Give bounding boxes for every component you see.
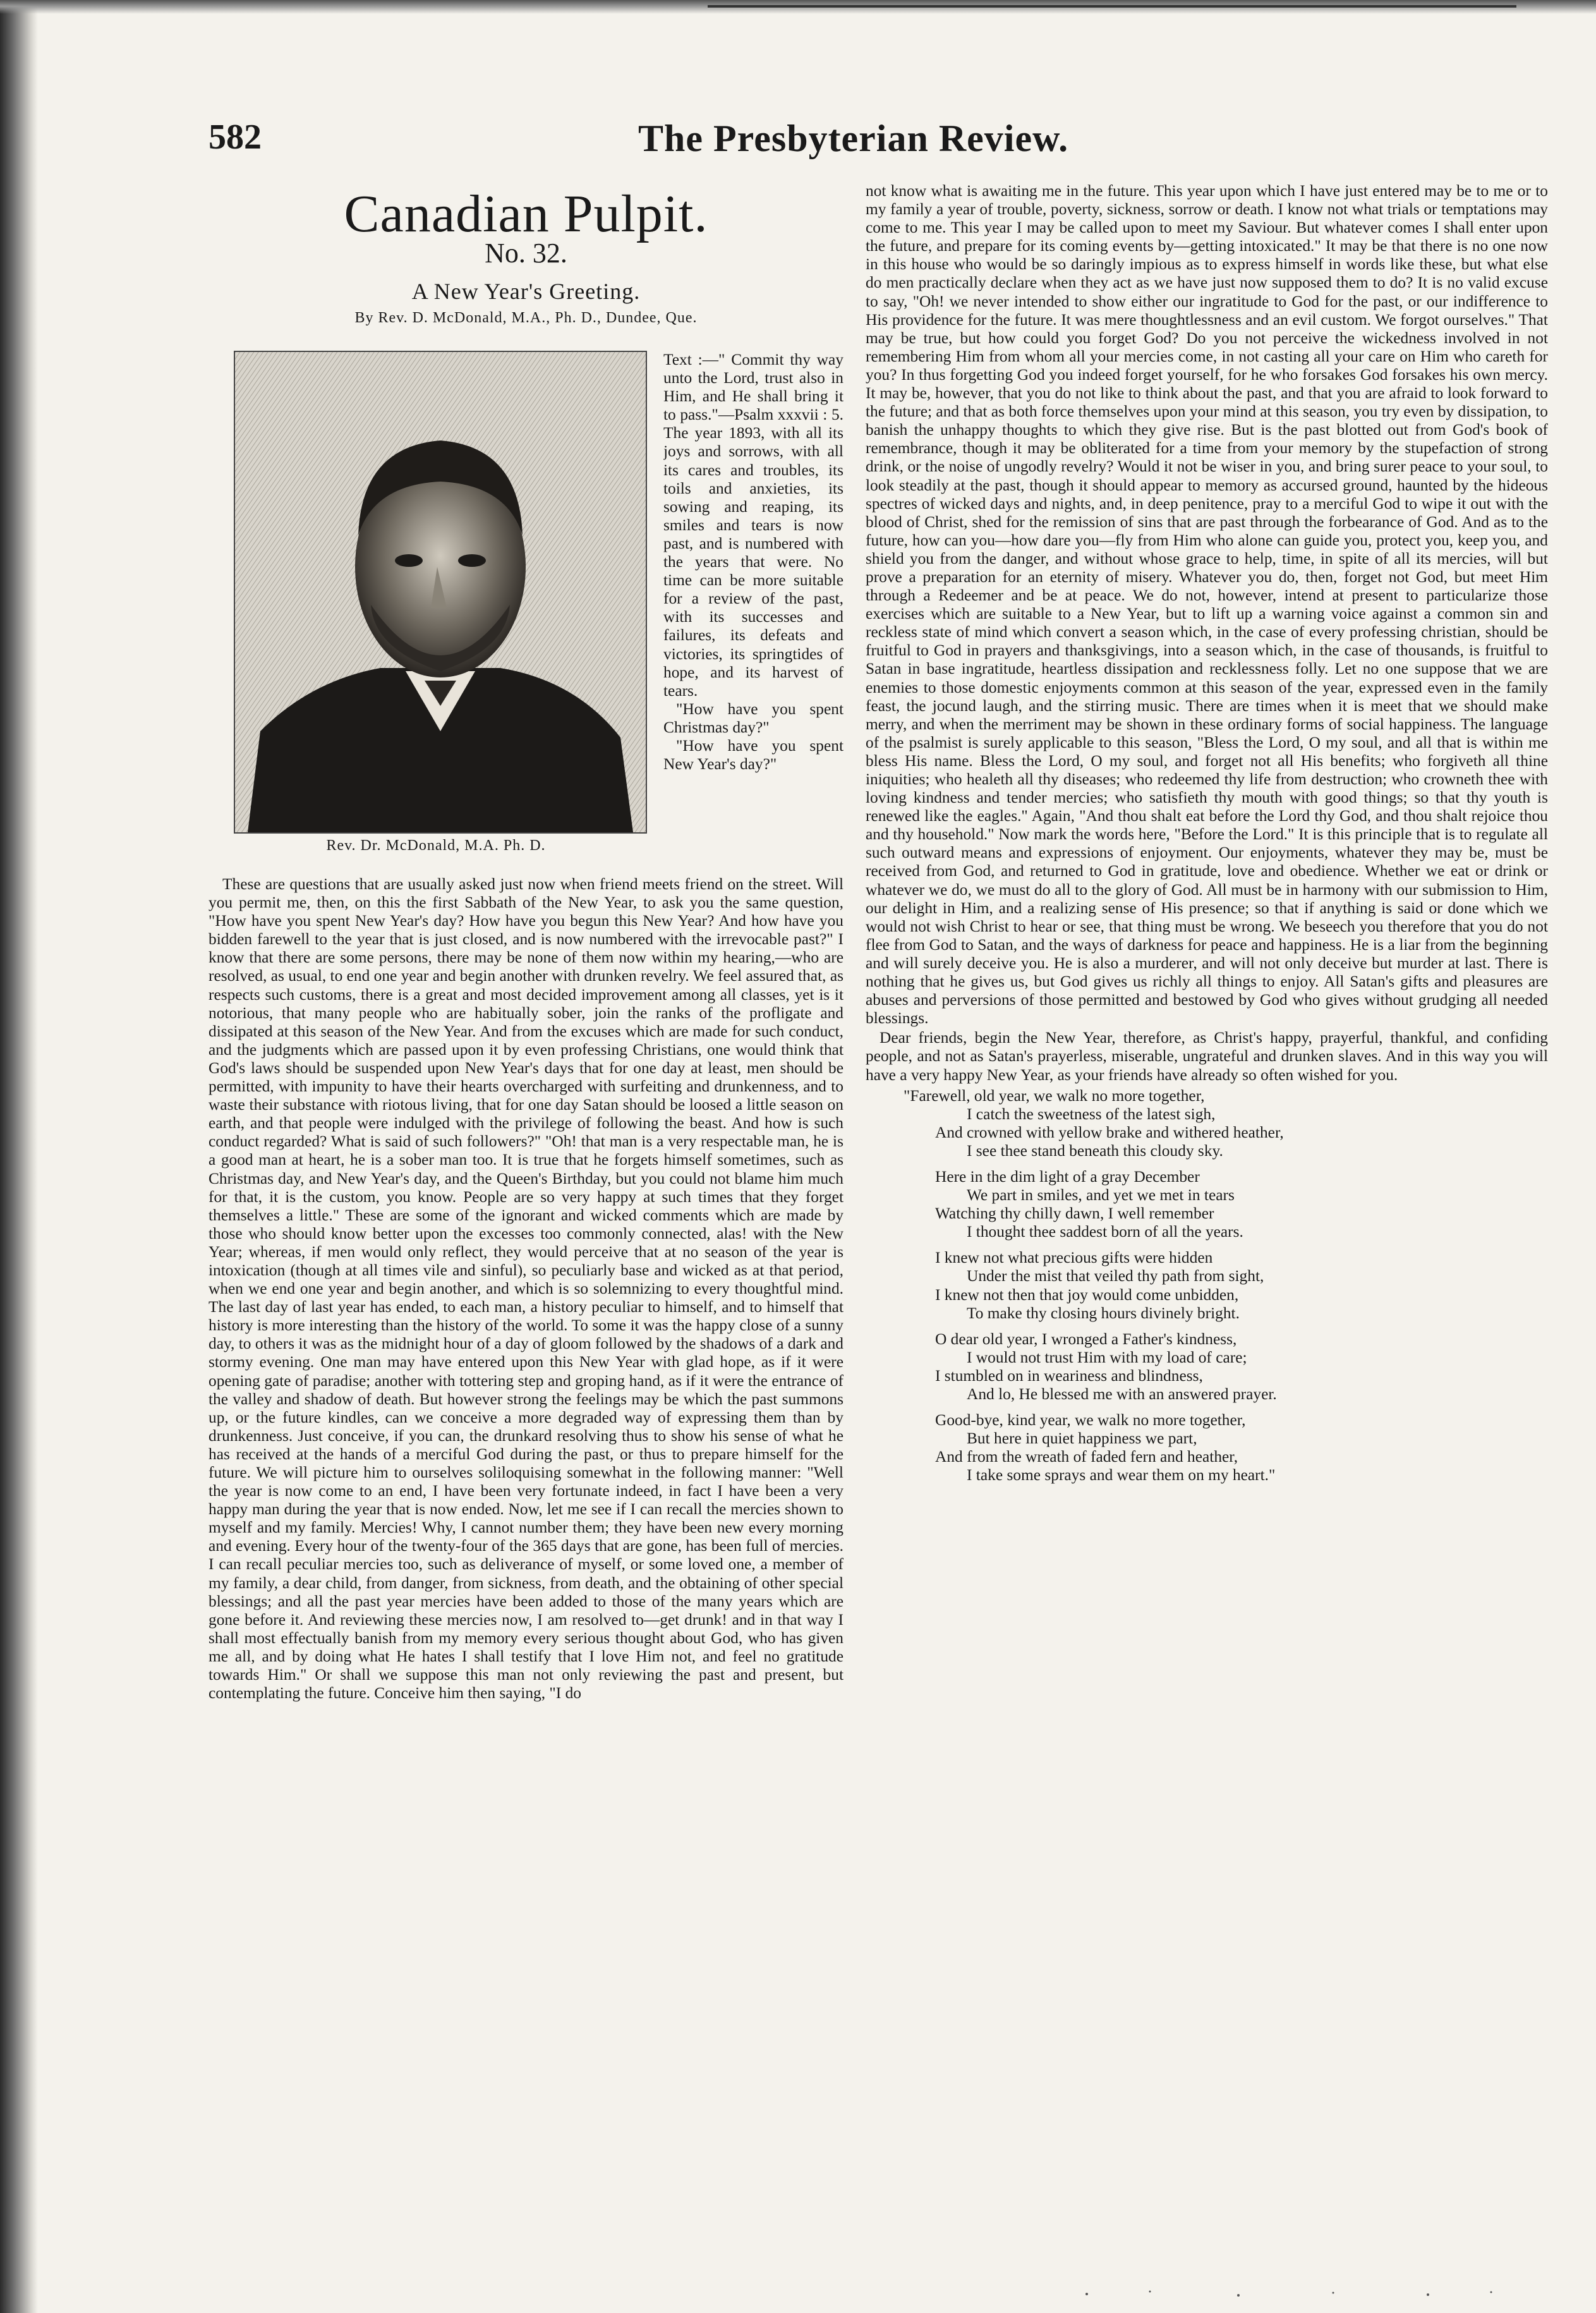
poem-line: I stumbled on in weariness and blindness, <box>935 1366 1203 1385</box>
poem-line: To make thy closing hours divinely bright. <box>967 1304 1240 1322</box>
poem-stanza <box>866 1330 1548 1404</box>
poem-line: I knew not what precious gifts were hidden <box>935 1249 1213 1267</box>
portrait-image <box>234 351 647 834</box>
question-christmas: "How have you spent Christmas day?" <box>663 700 843 736</box>
sermon-opening-column <box>663 351 843 872</box>
poem-line: And crowned with yellow brake and withered heather, <box>935 1123 1284 1141</box>
journal-title: The Presbyterian Review. <box>638 118 1069 159</box>
poem-line: And lo, He blessed me with an answered prayer. <box>967 1385 1277 1403</box>
article-subtitle: A New Year's Greeting. <box>411 279 641 304</box>
article-number: No. 32. <box>485 238 567 269</box>
poem-line: I see thee stand beneath this cloudy sky. <box>967 1141 1223 1160</box>
portrait-engraving <box>235 352 646 832</box>
poem-stanza <box>866 1249 1548 1322</box>
poem-line: Here in the dim light of a gray December <box>935 1167 1200 1186</box>
body-paragraph: not know what is awaiting me in the future. This year upon which I have just entered may be to me or to my family a year of trouble, poverty, sickness, sorrow or death. I know not what trials or temptations may come to me. This year I may be called upon to meet my Saviour. But whatever comes I shall enter upon the future, and prepare for its coming events by—getting intoxicated." It may be that there is no one now in this house who would be so daringly impious as to express himself in words like these, but what else do men practically declare when they act as we have just now supposed them to do? It is no valid excuse to say, "Oh! we never intended to show either our ingratitude to God for the past, or our indifference to His providence for the future. It was mere thoughtlessness and an evil custom. We forgot ourselves." That may be true, but how could you forget God? Do you not perceive the wickedness involved in not remembering Him from whom all your mercies come, in not casting all your care on Him who careth for you? In thus forgetting God you indeed forget yourself, for he who forsakes God forsakes his own mercy. It may be, however, that you do not like to think about the past, and that you are afraid to look forward to the future; and that as both force themselves upon your mind at this season, you try even by dissipation, to banish the unhappy thoughts to which they give rise. But is the past blotted out from God's book of remembrance, though it may be obliterated for a time from your memory by the stupefaction of strong drink, or the noise of ungodly revelry? Would it not be wiser in you, and bring surer peace to your soul, to look steadily at the past, though it should appear to memory as accursed ground, haunted by the hideous spectres of wicked days and nights, and, in deep penitence, pray to a merciful God to wipe it out with the blood of Christ, shed for the remission of sins that are past through the forbearance of God. And as to the future, how can you—how dare you—fly from Him who alone can guide you, protect you, keep you, and shield you from the danger, and without whose grace to help, time, in spite of all its mercies, will but prove a preparation for an eternity of misery. Whatever you do, then, forget not God, but meet Him through a Redeemer and be at peace. We do not, however, intend at present to particularize those exercises which are suitable to a New Year, but to lift up a warning voice against a common sin and reckless state of mind which convert a season which, in the case of every professing christian, should be fruitful to God in prayers and thanksgivings, into a season which, in the case of thousands, is fruitful to Satan in base ingratitude, heartless dissipation and recklessness folly. Let no one suppose that we are enemies to those domestic enjoyments common at this season of the year, expressed even in the family feast, the jocund laugh, and the stirring music. There are times when it is meet that we should make merry, and when the merriment may be shown in these ordinary forms of social happiness. The language of the psalmist is surely applicable to this season, "Bless the Lord, O my soul, and all that is within me bless His name. Bless the Lord, O my soul, and forget not all His benefits; who forgiveth all thine iniquities; who healeth all thy diseases; who redeemed thy life from destruction; who crowneth thee with loving kindness and tender mercies; who satisfieth thy mouth with good things; so that thy youth is renewed like the eagles." Again, "And thou shalt eat before the Lord thy God, and thou shalt rejoice thou and thy household." Now mark the words here, "Before the Lord." It is this principle that is to regulate all such outward means and expressions of enjoyment. Our enjoyments, whatever they may be, must be received from God, and returned to God in gratitude, love and obedience. Whether we eat or drink or whatever we do, we must do all to the glory of God. All must be in harmony with our submission to Him, our delight in Him, and a realizing sense of His presence; so that if anything is said or done which we would not wish Christ to hear or see, that thing must be wrong. We beseech you therefore that you do not flee from God to Satan, and the ways of darkness for peace and happiness. He is a liar from the beginning and will surely deceive you. He is also a murderer, and will not only deceive but murder at last. There is nothing that he gives us, but God gives us richly all things to enjoy. All Satan's gifts and pleasures are abuses and perversions of those permitted and bestowed by God who gives without grudging all needed blessings. <box>866 182 1548 1028</box>
poem-line: But here in quiet happiness we part, <box>967 1430 1197 1448</box>
question-new-year: "How have you spent New Year's day?" <box>663 736 843 774</box>
body-paragraph: Dear friends, begin the New Year, therefore, as Christ's happy, prayerful, thankful, and confiding people, and not as Satan's prayerless, miserable, ungrateful and drunken slaves. And in this way you will have a very happy New Year, as your friends have already so often wished for you. <box>866 1029 1548 1084</box>
poem-stanza <box>866 1168 1548 1241</box>
scan-speckle-marks <box>1074 2288 1516 2300</box>
scan-binding-edge <box>0 0 38 2313</box>
sermon-text-paragraph: Text :—" Commit thy way unto the Lord, trust also in Him, and He shall bring it to pass."—Psalm xxxvii : 5. The year 1893, with all its joys and sorrows, with all its cares and troubles, its toils and anxieties, its sowing and reaping, its smiles and tears is now past, and is numbered with the years that were. No time can be more suitable for a review of the past, with its successes and failures, its defeats and victories, its springtides of hope, and its harvest of tears. <box>663 351 843 700</box>
poem-stanza <box>866 1087 1548 1160</box>
article-byline: By Rev. D. McDonald, M.A., Ph. D., Dundee, Que. <box>354 310 698 326</box>
poem-line: Watching thy chilly dawn, I well remember <box>935 1205 1214 1223</box>
poem-line: We part in smiles, and yet we met in tears <box>967 1186 1235 1205</box>
body-paragraph: These are questions that are usually asked just now when friend meets friend on the street. Will you permit me, then, on this the first Sabbath of the New Year, to ask you the same question, "How have you spent New Year's day? How have you begun this New Year? And how have you bidden farewell to the year that is just closed, and is now numbered with the irrevocable past?" I know that there are some persons, there may be none of them now within my hearing,—who are resolved, as usual, to end one year and begin another with drunken revelry. We feel assured that, as respects such customs, there is a great and most decided improvement among all classes, yet is it notorious, that many people who are habitually sober, join the ranks of the profligate and dissipated at this season of the New Year. And from the excuses which are made for such conduct, and the judgments which are passed upon it by even professing Christians, one would think that God's laws should be suspended upon New Year's days that for one day at least, men should be permitted, with impunity to have their hearts overcharged with surfeiting and drunkenness, and to waste their substance with riotous living, that for one day Satan should be loosed a little season on earth, and that people were indulged with the privilege of following the beast. And how is such conduct regarded? What is said of such followers?" "Oh! that man is a very respectable man, he is a good man at heart, he is a sober man too. It is true that he forgets himself sometimes, such as Christmas day, and New Year's day, and the Queen's Birthday, but you could not blame him much for that, it is the custom, you know. People are so very happy at such times that they forget themselves a little." These are some of the ignorant and wicked comments which are made by those who should know better upon the excesses too commonly connected, alas! with the New Year; whereas, if men would only reflect, they would perceive that at no season of the year is intoxication (though at all times vile and sinful), so peculiarly base and wicked as at that period, when we end one year and begin another, and which is so solemnizing to every thoughtful mind. The last day of last year has ended, to each man, a history peculiar to himself, and to himself that history is more interesting than the history of the world. To some it was the happy close of a sunny day, to others it was as the midnight hour of a day of gloom followed by the shadows of a dark and stormy evening. One man may have entered upon this New Year with glad hope, as if it were opening gate of paradise; another with tottering step and groping hand, as if it were the entrance of the valley and shadow of death. But however strong the feelings may be which the past summons up, or the future kindles, can we conceive a more degraded way of expressing them than by drunkenness. Just conceive, if you can, the drunkard resolving thus to show his sense of what he has received at the hands of a merciful God during the past, or thus to prepare himself for the future. We will picture him to ourselves soliloquising somewhat in the following manner: "Well the year is now come to an end, I have been very fortunate indeed, in fact I have been a very happy man during the year that is now ended. Now, let me see if I can recall the mercies shown to myself and my family. Mercies! Why, I cannot number them; they have been new every morning and evening. Every hour of the twenty-four of the 365 days that are gone, has been full of mercies. I can recall peculiar mercies too, such as deliverance of myself, or some loved one, a member of my family, a dear child, from danger, from sickness, from death, and the obtaining of other special blessings; and all the past year mercies have been added to those of the many years which are gone before it. And reviewing these mercies now, I am resolved to—get drunk! and in that way I shall most effectually banish from my memory every serious thought about God, who has given me all, and by doing what He hates I shall testify that I love Him not, and feel no gratitude towards Him." Or shall we suppose this man not only reviewing the past and present, but contemplating the future. Conceive him then saying, "I do <box>209 875 843 1703</box>
page-header <box>209 117 1542 174</box>
top-rule <box>708 5 1516 8</box>
poem-line: O dear old year, I wronged a Father's kindness, <box>935 1330 1237 1348</box>
left-text-column <box>209 875 843 2310</box>
poem-line: I catch the sweetness of the latest sigh, <box>967 1105 1216 1123</box>
poem-line: "Farewell, old year, we walk no more together, <box>904 1086 1205 1105</box>
poem-line: I take some sprays and wear them on my heart." <box>967 1466 1276 1484</box>
portrait-caption: Rev. Dr. McDonald, M.A. Ph. D. <box>326 837 546 854</box>
poem-line: And from the wreath of faded fern and heather, <box>935 1448 1238 1466</box>
poem-line: I thought thee saddest born of all the years. <box>967 1223 1243 1241</box>
right-text-column <box>866 182 1548 2293</box>
poem-line: I would not trust Him with my load of care; <box>967 1348 1247 1366</box>
poem-line: I knew not then that joy would come unbidden, <box>935 1285 1239 1304</box>
closing-poem <box>866 1087 1548 1485</box>
poem-line: Good-bye, kind year, we walk no more together, <box>935 1411 1246 1430</box>
section-title: Canadian Pulpit. <box>344 185 708 243</box>
poem-stanza <box>866 1411 1548 1484</box>
page-number: 582 <box>209 118 262 157</box>
poem-line: Under the mist that veiled thy path from sight, <box>967 1267 1264 1285</box>
